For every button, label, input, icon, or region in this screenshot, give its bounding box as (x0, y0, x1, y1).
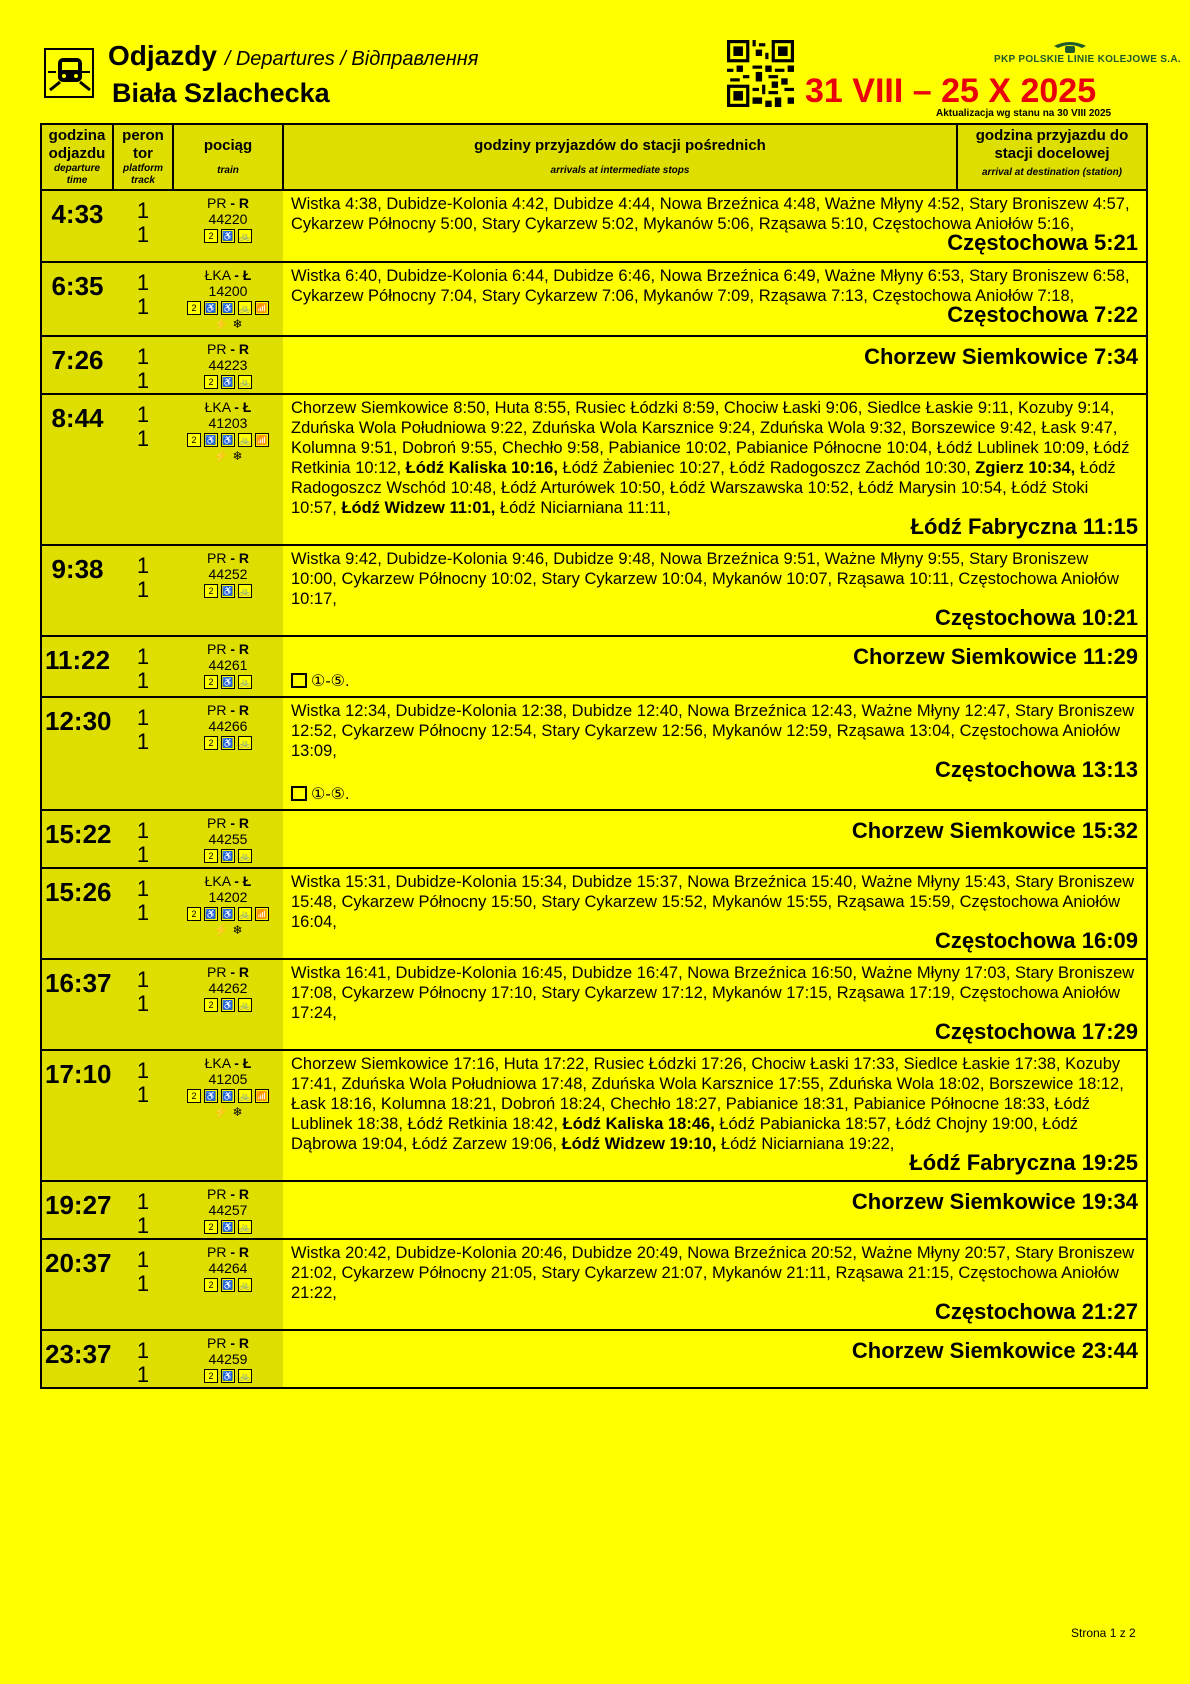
carrier: PR (206, 815, 227, 831)
departure-time: 6:35 (41, 262, 113, 336)
service-icon: ♿ (222, 1371, 234, 1381)
intermediate-stops: Łódź Niciarniana 19:22, (720, 1135, 895, 1153)
page-number: Strona 1 z 2 (1071, 1626, 1136, 1640)
platform-track (113, 1239, 173, 1330)
train-category: R (238, 1186, 250, 1202)
carrier: PR (206, 641, 227, 657)
destination-arrival: Częstochowa 21:27 (935, 1299, 1138, 1324)
platform-track (113, 697, 173, 810)
stops-cell (283, 868, 1147, 959)
train-info: PR - R 44255 2 ♿ 🚲 (173, 810, 283, 868)
calendar-icon (291, 673, 307, 688)
service-icon: ⚡ (213, 449, 229, 463)
train-number: 44264 (208, 1260, 248, 1276)
train-info: ŁKA - Ł 14200 2 ♿ ♿ 🚲 📶 ⚡ ❄ (173, 262, 283, 336)
departure-time: 20:37 (41, 1239, 113, 1330)
stops-cell (283, 1050, 1147, 1181)
departure-row (41, 1181, 1147, 1239)
train-number: 44257 (208, 1202, 248, 1218)
train-category: R (238, 550, 250, 566)
departure-time: 17:10 (41, 1050, 113, 1181)
platform-track (113, 190, 173, 262)
track: 1 (136, 668, 150, 693)
service-icon: ❄ (232, 1105, 243, 1119)
destination-arrival: Częstochowa 5:21 (947, 230, 1138, 255)
service-icon: 🚲 (239, 1222, 251, 1232)
service-icon: 🚲 (239, 1280, 251, 1290)
departure-row (41, 810, 1147, 868)
destination-arrival: Łódź Fabryczna 11:15 (910, 514, 1138, 539)
platform: 1 (136, 967, 150, 992)
service-icon: 🚲 (239, 377, 251, 387)
service-icon: ❄ (232, 449, 243, 463)
track: 1 (136, 222, 150, 247)
intermediate-stops: Łódź Niciarniana 11:11, (499, 499, 671, 517)
platform: 1 (136, 198, 150, 223)
timetable (40, 123, 1148, 1389)
service-icon: ⚡ (213, 923, 229, 937)
departure-row (41, 262, 1147, 336)
destination-arrival: Chorzew Siemkowice 23:44 (851, 1338, 1138, 1363)
service-icon: 🚲 (239, 909, 251, 919)
platform-track (113, 810, 173, 868)
train-info: PR - R 44223 2 ♿ 🚲 (173, 336, 283, 394)
service-icon: 2 (204, 1278, 218, 1292)
title-translations: / Departures / Відправлення (224, 48, 479, 70)
service-icon: ⚡ (213, 317, 229, 331)
service-icon: 2 (204, 675, 218, 689)
track: 1 (136, 426, 150, 451)
service-icon: ♿ (222, 677, 234, 687)
service-icon: 🚲 (239, 1371, 251, 1381)
platform-track (113, 636, 173, 697)
service-icon: 2 (204, 375, 218, 389)
track: 1 (136, 577, 150, 602)
destination-arrival: Częstochowa 10:21 (935, 605, 1138, 630)
track: 1 (136, 368, 150, 393)
train-info: PR - R 44264 2 ♿ 🚲 (173, 1239, 283, 1330)
platform: 1 (136, 876, 150, 901)
platform: 1 (136, 553, 150, 578)
service-icon: 2 (187, 301, 201, 315)
departure-row (41, 868, 1147, 959)
train-category: R (238, 1335, 250, 1351)
train-info: PR - R 44261 2 ♿ 🚲 (173, 636, 283, 697)
service-icon: 🚲 (239, 1091, 251, 1101)
service-icon: 2 (204, 849, 218, 863)
departure-time: 11:22 (41, 636, 113, 697)
table-header (41, 124, 1147, 190)
carrier: PR (206, 195, 227, 211)
qr-code-icon[interactable] (727, 40, 794, 107)
stops-cell (283, 190, 1147, 262)
train-number: 44262 (208, 980, 248, 996)
carrier: ŁKA (204, 1055, 231, 1071)
service-icon: 📶 (256, 435, 268, 445)
service-icon: ♿ (222, 1280, 234, 1290)
track: 1 (136, 1271, 150, 1296)
service-icon: 2 (204, 1369, 218, 1383)
platform: 1 (136, 1247, 150, 1272)
carrier: PR (206, 964, 227, 980)
train-number: 44252 (208, 566, 248, 582)
stops-cell (283, 810, 1147, 868)
platform-track (113, 262, 173, 336)
train-category: Ł (242, 267, 252, 283)
service-icon: ♿ (205, 435, 217, 445)
service-icon: 🚲 (239, 435, 251, 445)
service-icon: ♿ (222, 377, 234, 387)
stops-cell (283, 1181, 1147, 1239)
service-icon: 🚲 (239, 677, 251, 687)
intermediate-stops: Łódź Pabianicka 18:57, Łódź Chojny 19:00, Łódź Dąbrowa 19:04, Łódź Zarzew 19:06, (291, 1115, 1079, 1153)
platform: 1 (136, 1058, 150, 1083)
train-number: 44261 (208, 657, 248, 673)
train-info: PR - R 44262 2 ♿ 🚲 (173, 959, 283, 1050)
platform-track (113, 1330, 173, 1388)
intermediate-stops: Wistka 4:38, Dubidze-Kolonia 4:42, Dubidze 4:44, Nowa Brzeźnica 4:48, Ważne Młyny 4:52, Stary Broniszew 4:57, Cykarzew Północny 5:00, Stary Cykarzew 5:02, Mykanów 5:06, Rząsawa 5:10, Częstochowa Aniołów 5:16, (291, 195, 1130, 233)
service-icon: 🚲 (239, 303, 251, 313)
service-icon: 📶 (256, 1091, 268, 1101)
track: 1 (136, 1082, 150, 1107)
train-category: Ł (242, 399, 252, 415)
station-name: Biała Szlachecka (112, 78, 330, 108)
carrier: PR (206, 550, 227, 566)
service-icon: ♿ (222, 738, 234, 748)
stops-cell (283, 959, 1147, 1050)
departure-time: 7:26 (41, 336, 113, 394)
platform: 1 (136, 1338, 150, 1363)
carrier: PR (206, 341, 227, 357)
departure-row (41, 1239, 1147, 1330)
platform-track (113, 1050, 173, 1181)
departure-row (41, 190, 1147, 262)
train-info: PR - R 44266 2 ♿ 🚲 (173, 697, 283, 810)
stops-cell (283, 1330, 1147, 1388)
service-icon: 🚲 (239, 231, 251, 241)
track: 1 (136, 900, 150, 925)
departure-time: 8:44 (41, 394, 113, 545)
train-front-icon (44, 48, 94, 98)
train-category: R (238, 641, 250, 657)
service-icon: ♿ (222, 231, 234, 241)
carrier: ŁKA (204, 399, 231, 415)
service-icon: ♿ (222, 1091, 234, 1101)
destination-arrival: Częstochowa 7:22 (947, 302, 1138, 327)
track: 1 (136, 729, 150, 754)
departure-row (41, 1330, 1147, 1388)
intermediate-stops: Wistka 12:34, Dubidze-Kolonia 12:38, Dubidze 12:40, Nowa Brzeźnica 12:43, Ważne Młyny 12:47, Stary Broniszew 12:52, Cykarzew Północny 12:54, Stary Cykarzew 12:56, Mykanów 12:59, Rząsawa 13:04, Częstochowa Aniołów 13:09, (291, 702, 1135, 760)
service-icon: 2 (187, 433, 201, 447)
service-icon: ♿ (222, 435, 234, 445)
train-info: PR - R 44259 2 ♿ 🚲 (173, 1330, 283, 1388)
col-departure-time: godzina odjazdu departure time (41, 124, 113, 190)
departure-time: 4:33 (41, 190, 113, 262)
carrier: PR (206, 702, 227, 718)
train-info: ŁKA - Ł 14202 2 ♿ ♿ 🚲 📶 ⚡ ❄ (173, 868, 283, 959)
platform: 1 (136, 705, 150, 730)
departure-row (41, 336, 1147, 394)
platform: 1 (136, 270, 150, 295)
service-icon: ♿ (222, 851, 234, 861)
service-icon: 2 (204, 229, 218, 243)
platform: 1 (136, 402, 150, 427)
stops-cell (283, 697, 1147, 810)
intermediate-stops: Łódź Radogoszcz Wschód 10:48, Łódź Arturówek 10:50, Łódź Warszawska 10:52, Łódź Marysin 10:54, Łódź Stoki 10:57, (291, 459, 1116, 517)
stops-cell (283, 1239, 1147, 1330)
running-days-note: ①-⑤. (291, 672, 1138, 692)
train-number: 14200 (208, 283, 248, 299)
service-icon: ♿ (205, 1091, 217, 1101)
platform-track (113, 336, 173, 394)
major-stop: Zgierz 10:34, (975, 459, 1076, 477)
carrier: PR (206, 1244, 227, 1260)
intermediate-stops: Wistka 9:42, Dubidze-Kolonia 9:46, Dubidze 9:48, Nowa Brzeźnica 9:51, Ważne Młyny 9:55, Stary Broniszew 10:00, Cykarzew Północny 10:02, Stary Cykarzew 10:04, Mykanów 10:07, Rząsawa 10:11, Częstochowa Aniołów 10:17, (291, 550, 1119, 608)
intermediate-stops: Wistka 16:41, Dubidze-Kolonia 16:45, Dubidze 16:47, Nowa Brzeźnica 16:50, Ważne Młyny 17:03, Stary Broniszew 17:08, Cykarzew Północny 17:10, Stary Cykarzew 17:12, Mykanów 17:15, Rząsawa 17:19, Częstochowa Aniołów 17:24, (291, 964, 1135, 1022)
platform-track (113, 394, 173, 545)
train-info: PR - R 44252 2 ♿ 🚲 (173, 545, 283, 636)
departure-time: 12:30 (41, 697, 113, 810)
platform-track (113, 868, 173, 959)
col-train: pociąg train (173, 124, 283, 190)
train-number: 14202 (208, 889, 248, 905)
service-icon: 2 (204, 736, 218, 750)
destination-arrival: Chorzew Siemkowice 11:29 (853, 644, 1138, 669)
service-icon: 🚲 (239, 738, 251, 748)
destination-arrival: Częstochowa 13:13 (935, 757, 1138, 782)
departure-time: 15:22 (41, 810, 113, 868)
train-number: 44259 (208, 1351, 248, 1367)
track: 1 (136, 294, 150, 319)
service-icon: 2 (187, 1089, 201, 1103)
platform: 1 (136, 344, 150, 369)
departure-time: 15:26 (41, 868, 113, 959)
destination-arrival: Chorzew Siemkowice 7:34 (864, 344, 1138, 369)
service-icon: 2 (204, 584, 218, 598)
stops-cell (283, 545, 1147, 636)
train-info: PR - R 44257 2 ♿ 🚲 (173, 1181, 283, 1239)
departure-row (41, 545, 1147, 636)
train-info: ŁKA - Ł 41205 2 ♿ ♿ 🚲 📶 ⚡ ❄ (173, 1050, 283, 1181)
train-number: 44266 (208, 718, 248, 734)
train-category: R (238, 1244, 250, 1260)
intermediate-stops: Wistka 6:40, Dubidze-Kolonia 6:44, Dubidze 6:46, Nowa Brzeźnica 6:49, Ważne Młyny 6:53, Stary Broniszew 6:58, Cykarzew Północny 7:04, Stary Cykarzew 7:06, Mykanów 7:09, Rząsawa 7:13, Częstochowa Aniołów 7:18, (291, 267, 1130, 305)
service-icon: ♿ (222, 1000, 234, 1010)
service-icon: 📶 (256, 303, 268, 313)
service-icon: ❄ (232, 923, 243, 937)
stops-cell (283, 636, 1147, 697)
train-category: R (238, 702, 250, 718)
carrier: PR (206, 1335, 227, 1351)
major-stop: Łódź Kaliska 18:46, (562, 1115, 715, 1133)
departure-time: 23:37 (41, 1330, 113, 1388)
departure-time: 19:27 (41, 1181, 113, 1239)
intermediate-stops: Wistka 20:42, Dubidze-Kolonia 20:46, Dubidze 20:49, Nowa Brzeźnica 20:52, Ważne Młyny 20:57, Stary Broniszew 21:02, Cykarzew Północny 21:05, Stary Cykarzew 21:07, Mykanów 21:11, Rząsawa 21:15, Częstochowa Aniołów 21:22, (291, 1244, 1135, 1302)
major-stop: Łódź Widzew 19:10, (561, 1135, 717, 1153)
track: 1 (136, 1362, 150, 1387)
calendar-icon (291, 786, 307, 801)
service-icon: 🚲 (239, 586, 251, 596)
service-icon: ♿ (222, 1222, 234, 1232)
destination-arrival: Chorzew Siemkowice 15:32 (851, 818, 1138, 843)
running-days-note: ①-⑤. (291, 785, 1138, 805)
departure-time: 9:38 (41, 545, 113, 636)
col-intermediate-stops: godziny przyjazdów do stacji pośrednich arrivals at intermediate stops (283, 124, 957, 190)
stops-cell (283, 336, 1147, 394)
intermediate-stops: Chorzew Siemkowice 17:16, Huta 17:22, Rusiec Łódzki 17:26, Chociw Łaski 17:33, Siedlce Łaskie 17:38, Kozuby 17:41, Zduńska Wola Południowa 17:48, Zduńska Wola Karsznice 17:55, Zduńska Wola 18:02, Borszewice 18:12, Łask 18:16, Kolumna 18:21, Dobroń 18:24, Chechło 18:27, Pabianice 18:31, Pabianice Północne 18:33, Łódź Lublinek 18:38, Łódź Retkinia 18:42, (291, 1055, 1124, 1133)
update-note: Aktualizacja wg stanu na 30 VIII 2025 (936, 108, 1112, 119)
service-icon: ♿ (222, 909, 234, 919)
train-number: 44255 (208, 831, 248, 847)
service-icon: ♿ (205, 909, 217, 919)
train-number: 41203 (208, 415, 248, 431)
train-number: 44220 (208, 211, 248, 227)
destination-arrival: Łódź Fabryczna 19:25 (909, 1150, 1138, 1175)
destination-arrival: Częstochowa 17:29 (935, 1019, 1138, 1044)
intermediate-stops: Wistka 15:31, Dubidze-Kolonia 15:34, Dubidze 15:37, Nowa Brzeźnica 15:40, Ważne Młyny 15:43, Stary Broniszew 15:48, Cykarzew Północny 15:50, Stary Cykarzew 15:52, Mykanów 15:55, Rząsawa 15:59, Częstochowa Aniołów 16:04, (291, 873, 1135, 931)
service-icon: ♿ (222, 586, 234, 596)
platform-track (113, 959, 173, 1050)
departure-time: 16:37 (41, 959, 113, 1050)
carrier: PR (206, 1186, 227, 1202)
stops-cell (283, 262, 1147, 336)
intermediate-stops: Łódź Żabieniec 10:27, Łódź Radogoszcz Zachód 10:30, (562, 459, 971, 477)
train-category: Ł (242, 873, 252, 889)
platform: 1 (136, 644, 150, 669)
destination-arrival: Chorzew Siemkowice 19:34 (851, 1189, 1138, 1214)
stops-cell (283, 394, 1147, 545)
service-icon: 2 (187, 907, 201, 921)
service-icon: ♿ (205, 303, 217, 313)
service-icon: ❄ (232, 317, 243, 331)
train-number: 41205 (208, 1071, 248, 1087)
train-category: R (238, 195, 250, 211)
track: 1 (136, 842, 150, 867)
track: 1 (136, 991, 150, 1016)
train-number: 44223 (208, 357, 248, 373)
platform-track (113, 545, 173, 636)
destination-arrival: Częstochowa 16:09 (935, 928, 1138, 953)
platform: 1 (136, 818, 150, 843)
carrier: ŁKA (204, 873, 231, 889)
page-title: Odjazdy / Departures / Відправлення (108, 40, 479, 71)
platform-track (113, 1181, 173, 1239)
train-category: R (238, 964, 250, 980)
train-category: R (238, 815, 250, 831)
train-category: R (238, 341, 250, 357)
intermediate-stops: Chorzew Siemkowice 8:50, Huta 8:55, Rusiec Łódzki 8:59, Chociw Łaski 9:06, Siedlce Łaskie 9:11, Kozuby 9:14, Zduńska Wola Południowa 9:22, Zduńska Wola Karsznice 9:24, Zduńska Wola 9:32, Borszewice 9:42, Łask 9:47, Kolumna 9:51, Dobroń 9:55, Chechło 9:58, Pabianice 10:02, Pabianice Północne 10:04, Łódź Lublinek 10:09, Łódź Retkinia 10:12, (291, 399, 1130, 477)
carrier: ŁKA (204, 267, 231, 283)
service-icon: 2 (204, 1220, 218, 1234)
col-platform: peron tor platform track (113, 124, 173, 190)
service-icon: 🚲 (239, 1000, 251, 1010)
train-info: ŁKA - Ł 41203 2 ♿ ♿ 🚲 📶 ⚡ ❄ (173, 394, 283, 545)
platform: 1 (136, 1189, 150, 1214)
service-icon: ♿ (222, 303, 234, 313)
validity-period: 31 VIII – 25 X 2025 (805, 72, 1097, 110)
departure-row (41, 636, 1147, 697)
service-icon: 📶 (256, 909, 268, 919)
departure-row (41, 1050, 1147, 1181)
operator-name: PKP POLSKIE LINIE KOLEJOWE S.A. (994, 54, 1181, 65)
service-icon: ⚡ (213, 1105, 229, 1119)
service-icon: 🚲 (239, 851, 251, 861)
major-stop: Łódź Kaliska 10:16, (405, 459, 558, 477)
departure-row (41, 394, 1147, 545)
train-info: PR - R 44220 2 ♿ 🚲 (173, 190, 283, 262)
col-destination: godzina przyjazdu do stacji docelowej arrival at destination (station) (957, 124, 1147, 190)
track: 1 (136, 1213, 150, 1238)
train-category: Ł (242, 1055, 252, 1071)
major-stop: Łódź Widzew 11:01, (341, 499, 496, 517)
departure-row (41, 959, 1147, 1050)
service-icon: 2 (204, 998, 218, 1012)
departure-row (41, 697, 1147, 810)
